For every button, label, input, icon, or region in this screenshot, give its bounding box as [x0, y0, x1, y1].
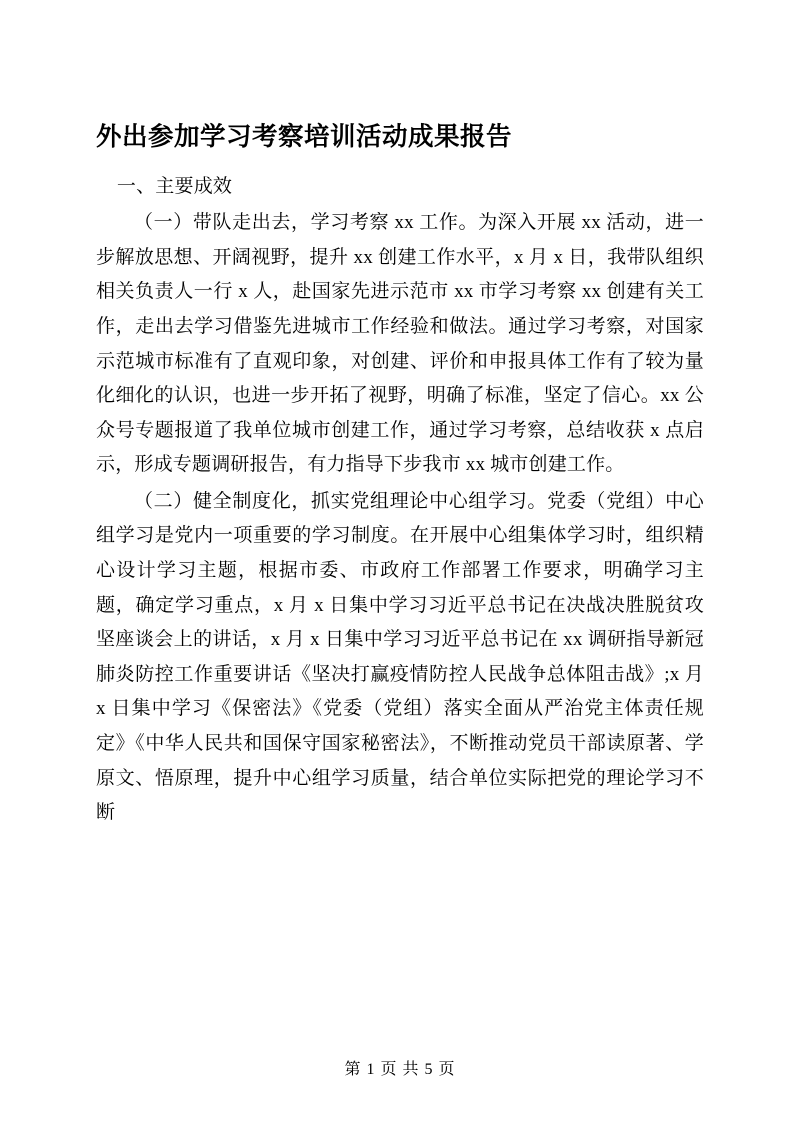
page-footer: 第 1 页 共 5 页 [344, 1061, 456, 1078]
page-title: 外出参加学习考察培训活动成果报告 [96, 122, 513, 152]
section-heading-1: 一、主要成效 [116, 175, 233, 197]
body-paragraph-1: （一）带队走出去，学习考察 xx 工作。为深入开展 xx 活动，进一步解放思想、开阔视野，提升 xx 创建工作水平，x 月 x 日，我带队组织相关负责人一行 x 人，赴国家先进示范市 xx 市学习考察 xx 创建有关工作，走出去学习借鉴先进城市工作经验和做法。通过学习考察，对国家示范城市标准有了直观印象，对创建、评价和申报具体工作有了较为量化细化的认识，也进一步开拓了视野，明确了标准，坚定了信心。xx 公众号专题报道了我单位城市创建工作，通过学习考察，总结收获 x 点启示，形成专题调研报告，有力指导下步我市 xx 城市创建工作。 [96, 212, 704, 476]
body-paragraph-2: （二）健全制度化，抓实党组理论中心组学习。党委（党组）中心组学习是党内一项重要的学习制度。在开展中心组集体学习时，组织精心设计学习主题，根据市委、市政府工作部署工作要求，明确学习主题，确定学习重点，x 月 x 日集中学习习近平总书记在决战决胜脱贫攻坚座谈会上的讲话，x 月 x 日集中学习习近平总书记在 xx 调研指导新冠肺炎防控工作重要讲话《坚决打赢疫情防控人民战争总体阻击战》;x 月 x 日集中学习《保密法》《党委（党组）落实全面从严治党主体责任规定》《中华人民共和国保守国家秘密法》，不断推动党员干部读原著、学原文、悟原理，提升中心组学习质量，结合单位实际把党的理论学习不断 [96, 490, 704, 824]
